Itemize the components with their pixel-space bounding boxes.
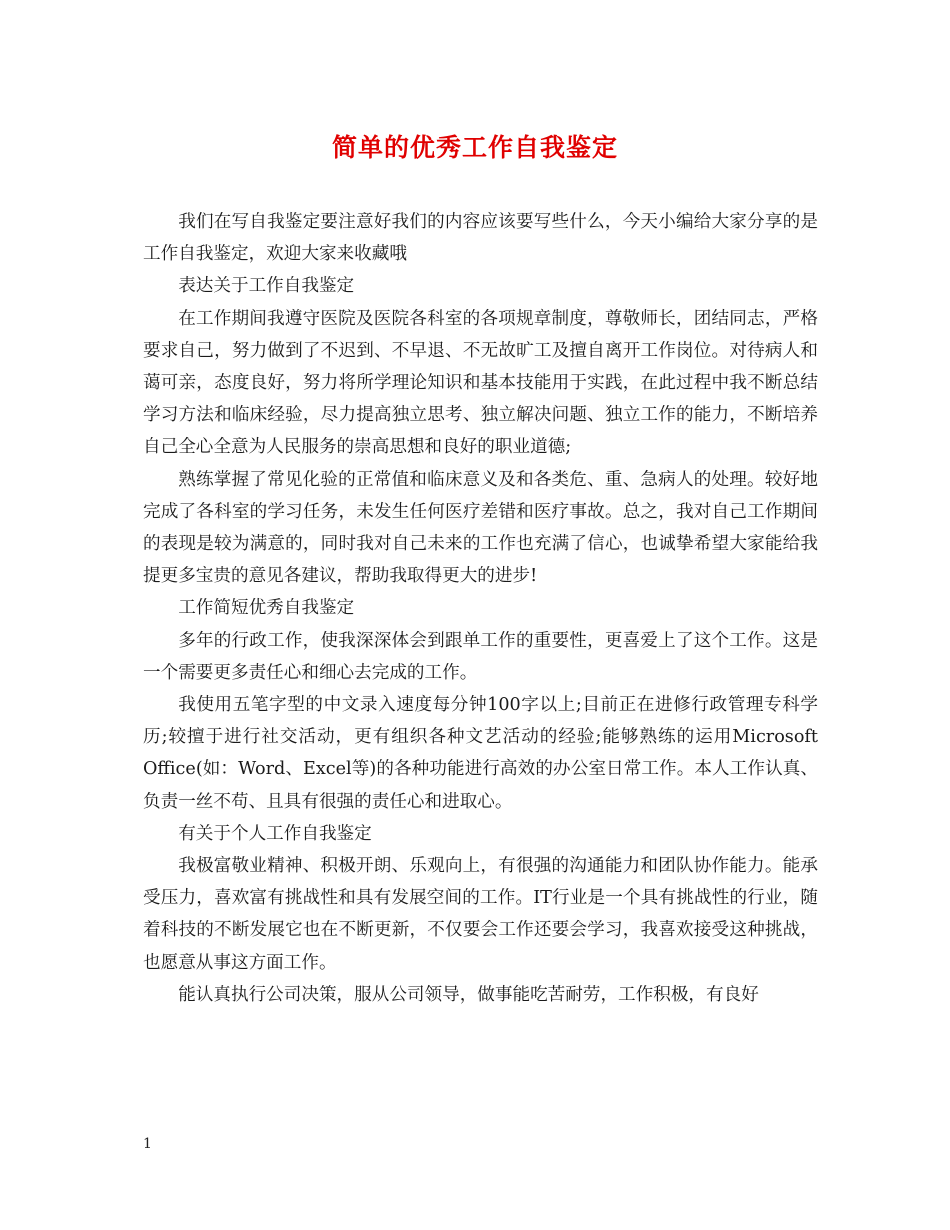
paragraph: 能认真执行公司决策，服从公司领导，做事能吃苦耐劳，工作积极，有良好 [178,984,759,1005]
paragraph: 我极富敬业精神、积极开朗、乐观向上，有很强的沟通能力和团队协作能力。能承受压力，喜欢富有挑战性和具有发展空间的工作。IT行业是一个具有挑战性的行业，随着科技的不断发展它也在不断更新，不仅要会工作还要会学习，我喜欢接受这种挑战，也愿意从事这方面工作。 [143,856,818,973]
paragraph: 我使用五笔字型的中文录入速度每分钟100字以上;目前正在进修行政管理专科学历;较擅于进行社交活动，更有组织各种文艺活动的经验;能够熟练的运用Microsoft Office(如：Word、Excel等)的各种功能进行高效的办公室日常工作。本人工作认真、负责一丝不苟、且具有很强的责任心和进取心。 [143,695,818,812]
document-title: 简单的优秀工作自我鉴定 [331,133,618,162]
paragraph: 熟练掌握了常见化验的正常值和临床意义及和各类危、重、急病人的处理。较好地完成了各科室的学习任务，未发生任何医疗差错和医疗事故。总之，我对自己工作期间的表现是较为满意的，同时我对自己未来的工作也充满了信心，也诚挚希望大家能给我提更多宝贵的意见各建议，帮助我取得更大的进步! [143,469,818,587]
page-number: 1 [143,1136,152,1152]
paragraph-intro: 我们在写自我鉴定要注意好我们的内容应该要写些什么，今天小编给大家分享的是工作自我鉴定，欢迎大家来收藏哦 [143,212,818,265]
section-heading-1: 表达关于工作自我鉴定 [178,276,355,297]
paragraph: 多年的行政工作，使我深深体会到跟单工作的重要性，更喜爱上了这个工作。这是一个需要更多责任心和细心去完成的工作。 [143,630,818,683]
paragraph: 在工作期间我遵守医院及医院各科室的各项规章制度，尊敬师长，团结同志，严格要求自己，努力做到了不迟到、不早退、不无故旷工及擅自离开工作岗位。对待病人和蔼可亲，态度良好，努力将所学理论知识和基本技能用于实践，在此过程中我不断总结学习方法和临床经验，尽力提高独立思考、独立解决问题、独立工作的能力，不断培养自己全心全意为人民服务的崇高思想和良好的职业道德; [143,308,818,458]
section-heading-3: 有关于个人工作自我鉴定 [178,823,372,844]
document-body [143,206,818,1011]
section-heading-2: 工作简短优秀自我鉴定 [178,598,355,619]
